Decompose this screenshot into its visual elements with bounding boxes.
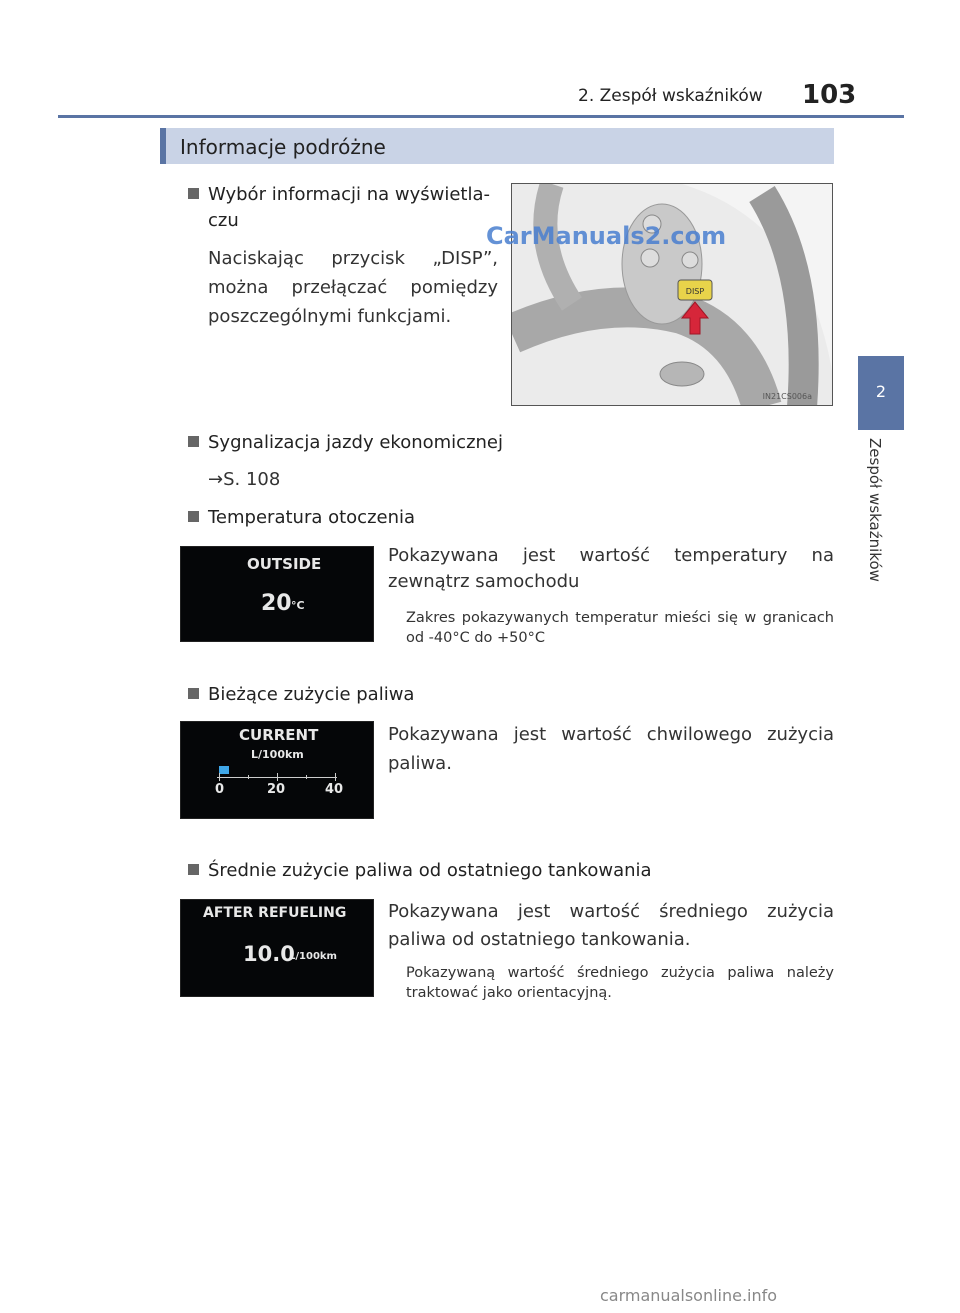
text-average-fuel: Pokazywana jest wartość średniego zużycia paliwa od ostatniego tankowania. (388, 901, 834, 950)
bullet-square-icon (188, 436, 199, 447)
screen-value: 10.0 (243, 942, 295, 966)
chapter-tab[interactable] (858, 356, 904, 430)
text-outside-temp: Pokazywana jest wartość temperatury na zewnątrz samochodu (388, 545, 834, 592)
scale-label-40: 40 (325, 782, 344, 797)
bullet-square-icon (188, 864, 199, 875)
footer-watermark[interactable]: carmanualsonline.info (600, 1286, 778, 1305)
fuel-bar-fill (219, 766, 229, 774)
screen-value: 20 (261, 591, 292, 616)
screen-title: OUTSIDE (247, 555, 322, 573)
watermark-text: CarManuals2.com (486, 222, 727, 250)
bullet-square-icon (188, 511, 199, 522)
average-fuel-display (180, 899, 374, 997)
heading-outside-temp: Temperatura otoczenia (188, 507, 415, 528)
outside-temp-display (180, 546, 374, 642)
note-outside-temp: Zakres pokazywanych temperatur mieści się w granicach od -40°C do +50°C (406, 610, 834, 646)
section-title: Informacje podróżne (180, 135, 386, 159)
disp-button-label: DISP (685, 287, 705, 296)
screen-unit: °C (291, 599, 305, 612)
heading-display-select-cont: czu (208, 210, 239, 231)
screen-title: CURRENT (239, 726, 319, 744)
current-fuel-display (180, 721, 374, 819)
header-divider (58, 115, 904, 118)
chapter-title: 2. Zespół wskaźników (578, 86, 763, 106)
chapter-tab-number: 2 (875, 382, 887, 401)
bullet-square-icon (188, 688, 199, 699)
text-display-select: Naciskając przycisk „DISP”, można przełączać pomiędzy poszczególnymi funkcjami. (208, 248, 498, 327)
bullet-square-icon (188, 188, 199, 199)
photo-code: IN21CS006a (762, 392, 812, 401)
steering-wheel-photo (511, 183, 833, 406)
scale-label-0: 0 (215, 782, 225, 797)
screen-title: AFTER REFUELING (203, 905, 347, 921)
screen-unit: L/100km (289, 951, 337, 962)
heading-average-fuel: Średnie zużycie paliwa od ostatniego tankowania (188, 860, 652, 881)
section-title-bar (160, 128, 834, 164)
heading-display-select: Wybór informacji na wyświetla- (188, 184, 490, 205)
heading-current-fuel: Bieżące zużycie paliwa (188, 684, 414, 705)
scale-label-20: 20 (267, 782, 286, 797)
note-average-fuel: Pokazywaną wartość średniego zużycia paliwa należy traktować jako orientacyjną. (406, 965, 834, 1001)
text-current-fuel: Pokazywana jest wartość chwilowego zużycia paliwa. (388, 724, 834, 774)
chapter-tab-label: Zespół wskaźników (866, 438, 884, 582)
screen-unit: L/100km (251, 748, 304, 761)
ref-eco[interactable]: →S. 108 (208, 469, 281, 490)
page-number: 103 (802, 80, 857, 110)
heading-eco: Sygnalizacja jazdy ekonomicznej (188, 432, 503, 453)
